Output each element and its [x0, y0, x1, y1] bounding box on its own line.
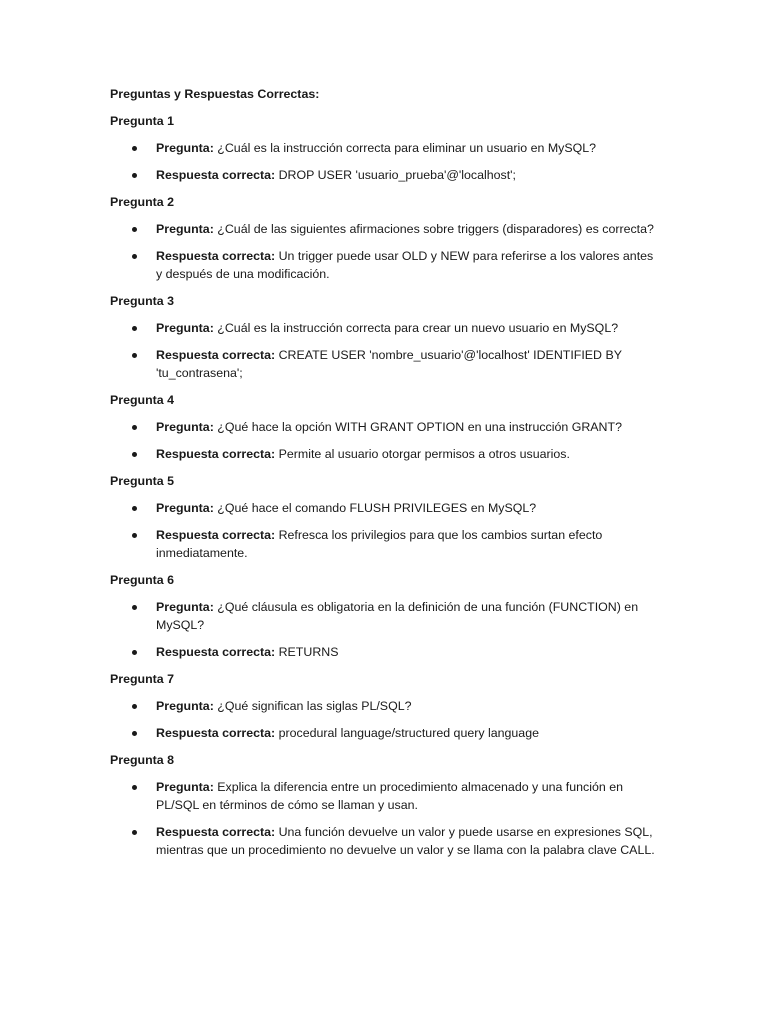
bullet-icon — [132, 731, 137, 736]
bullet-icon — [132, 605, 137, 610]
question-label: Pregunta: — [156, 501, 214, 515]
question-text: ¿Cuál es la instrucción correcta para eliminar un usuario en MySQL? — [217, 141, 597, 155]
answer-item — [110, 526, 660, 562]
question-item — [110, 778, 660, 814]
answer-item — [110, 823, 660, 859]
question-text: ¿Qué hace la opción WITH GRANT OPTION en una instrucción GRANT? — [217, 420, 622, 434]
question-text: Explica la diferencia entre un procedimiento almacenado y una función en PL/SQL en términos de cómo se llaman y usan. — [156, 780, 623, 812]
answer-label: Respuesta correcta: — [156, 447, 276, 461]
question-list — [110, 112, 660, 859]
question-section — [110, 391, 660, 463]
bullet-icon — [132, 452, 137, 457]
question-section — [110, 472, 660, 562]
question-text: ¿Qué cláusula es obligatoria en la definición de una función (FUNCTION) en MySQL? — [156, 600, 639, 632]
question-section — [110, 292, 660, 382]
answer-label: Respuesta correcta: — [156, 168, 276, 182]
answer-text: Una función devuelve un valor y puede usarse en expresiones SQL, mientras que un procedimiento no devuelve un valor y se llama con la palabra clave CALL. — [156, 825, 655, 857]
answer-text: Permite al usuario otorgar permisos a otros usuarios. — [278, 447, 570, 461]
answer-text: CREATE USER 'nombre_usuario'@'localhost' IDENTIFIED BY 'tu_contrasena'; — [156, 348, 622, 380]
question-item — [110, 697, 660, 715]
answer-text: Un trigger puede usar OLD y NEW para referirse a los valores antes y después de una modificación. — [156, 249, 654, 281]
question-item — [110, 598, 660, 634]
question-label: Pregunta: — [156, 420, 214, 434]
question-section — [110, 112, 660, 184]
question-text: ¿Cuál de las siguientes afirmaciones sobre triggers (disparadores) es correcta? — [217, 222, 654, 236]
answer-item — [110, 445, 660, 463]
answer-text: DROP USER 'usuario_prueba'@'localhost'; — [278, 168, 516, 182]
bullet-icon — [132, 227, 137, 232]
question-heading: Pregunta 1 — [110, 114, 175, 128]
bullet-icon — [132, 704, 137, 709]
answer-label: Respuesta correcta: — [156, 726, 276, 740]
question-text: ¿Qué significan las siglas PL/SQL? — [217, 699, 412, 713]
bullet-icon — [132, 146, 137, 151]
question-item — [110, 499, 660, 517]
question-item — [110, 418, 660, 436]
answer-label: Respuesta correcta: — [156, 645, 276, 659]
bullet-icon — [132, 533, 137, 538]
question-text: ¿Cuál es la instrucción correcta para crear un nuevo usuario en MySQL? — [217, 321, 619, 335]
answer-label: Respuesta correcta: — [156, 348, 276, 362]
question-heading: Pregunta 6 — [110, 573, 175, 587]
question-section — [110, 193, 660, 283]
document-title: Preguntas y Respuestas Correctas: — [110, 87, 320, 101]
bullet-icon — [132, 173, 137, 178]
question-text: ¿Qué hace el comando FLUSH PRIVILEGES en MySQL? — [217, 501, 537, 515]
question-label: Pregunta: — [156, 222, 214, 236]
question-heading: Pregunta 8 — [110, 753, 175, 767]
question-items — [110, 697, 660, 742]
question-section — [110, 571, 660, 661]
answer-text: Refresca los privilegios para que los cambios surtan efecto inmediatamente. — [156, 528, 603, 560]
question-items — [110, 418, 660, 463]
bullet-icon — [132, 650, 137, 655]
question-heading: Pregunta 3 — [110, 294, 175, 308]
bullet-icon — [132, 254, 137, 259]
answer-item — [110, 643, 660, 661]
document-page — [110, 85, 660, 868]
question-section — [110, 751, 660, 859]
answer-item — [110, 166, 660, 184]
answer-text: RETURNS — [278, 645, 339, 659]
answer-item — [110, 247, 660, 283]
answer-label: Respuesta correcta: — [156, 825, 276, 839]
question-label: Pregunta: — [156, 699, 214, 713]
question-section — [110, 670, 660, 742]
bullet-icon — [132, 326, 137, 331]
question-items — [110, 598, 660, 661]
bullet-icon — [132, 506, 137, 511]
question-label: Pregunta: — [156, 141, 214, 155]
question-heading: Pregunta 7 — [110, 672, 175, 686]
question-item — [110, 220, 660, 238]
bullet-icon — [132, 785, 137, 790]
answer-label: Respuesta correcta: — [156, 528, 276, 542]
answer-item — [110, 724, 660, 742]
answer-item — [110, 346, 660, 382]
question-item — [110, 139, 660, 157]
bullet-icon — [132, 353, 137, 358]
answer-label: Respuesta correcta: — [156, 249, 276, 263]
question-heading: Pregunta 4 — [110, 393, 175, 407]
question-heading: Pregunta 2 — [110, 195, 175, 209]
question-label: Pregunta: — [156, 780, 214, 794]
question-items — [110, 220, 660, 283]
question-items — [110, 139, 660, 184]
question-item — [110, 319, 660, 337]
bullet-icon — [132, 830, 137, 835]
question-items — [110, 499, 660, 562]
bullet-icon — [132, 425, 137, 430]
question-items — [110, 319, 660, 382]
question-items — [110, 778, 660, 859]
question-label: Pregunta: — [156, 321, 214, 335]
question-heading: Pregunta 5 — [110, 474, 175, 488]
answer-text: procedural language/structured query language — [278, 726, 539, 740]
question-label: Pregunta: — [156, 600, 214, 614]
